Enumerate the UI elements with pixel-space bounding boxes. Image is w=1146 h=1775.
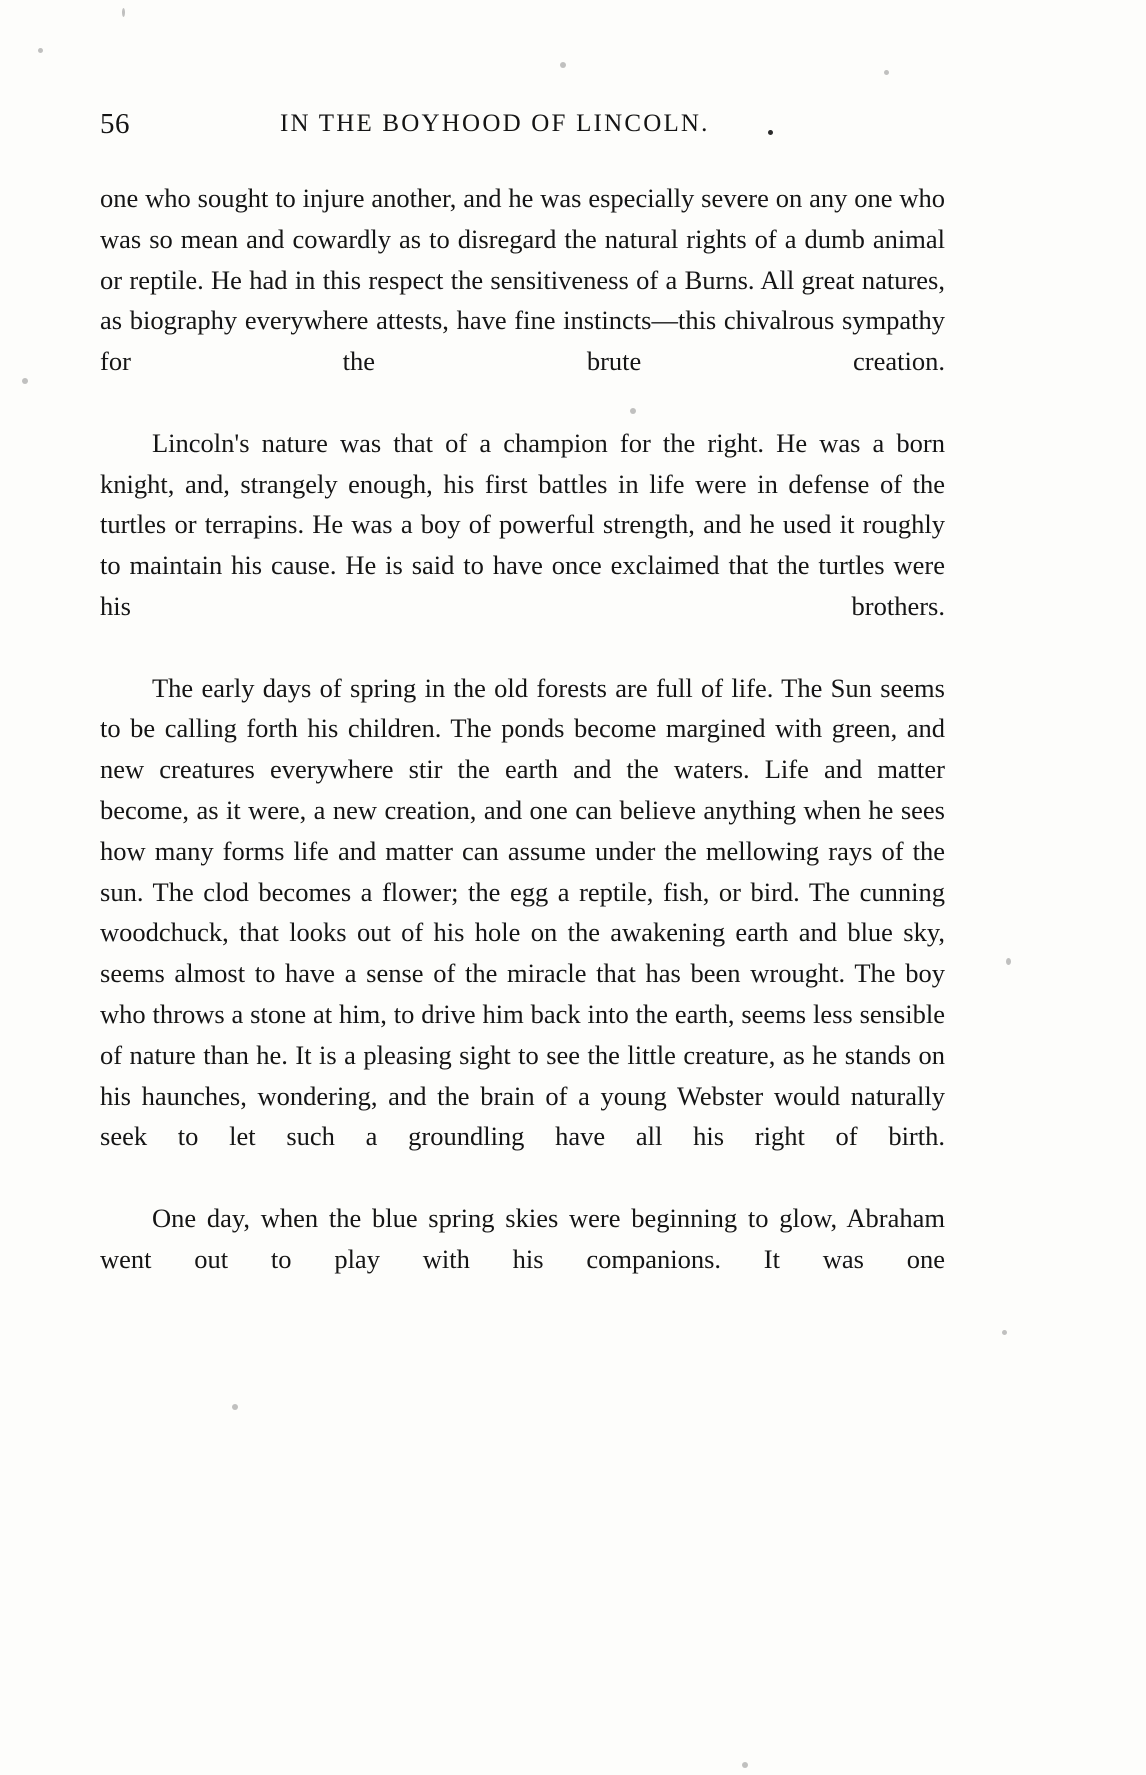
body-text: [100, 178, 945, 1320]
scan-speck: [38, 48, 43, 53]
paragraph: one who sought to injure another, and he was especially severe on any one who was so mean and cowardly as to disregard the natural rights of a dumb animal or reptile. He had in this respect the sensitiveness of a Burns. All great natures, as biography everywhere attests, have fine instincts—this chivalrous sympathy for the brute creation.: [100, 183, 945, 377]
running-head: [100, 108, 960, 148]
page-number: 56: [100, 108, 130, 140]
scan-speck: [1002, 1330, 1007, 1335]
scan-speck: [884, 70, 889, 75]
head-mark-icon: [768, 130, 773, 135]
paragraph: One day, when the blue spring skies were beginning to glow, Abraham went out to play with his companions. It was one: [100, 1202, 945, 1274]
scan-speck: [122, 8, 125, 17]
paragraph: Lincoln's nature was that of a champion for the right. He was a born knight, and, strangely enough, his first battles in life were in defense of the turtles or terrapins. He was a boy of powerful strength, and he used it roughly to maintain his cause. He is said to have once exclaimed that the turtles were his brothers.: [100, 427, 945, 621]
scan-speck: [742, 1762, 748, 1768]
scan-speck: [232, 1404, 238, 1410]
scan-speck: [560, 62, 566, 68]
scan-speck: [22, 378, 28, 384]
scan-speck: [1006, 958, 1011, 965]
page-title: IN THE BOYHOOD OF LINCOLN.: [280, 110, 710, 137]
paragraph: The early days of spring in the old forests are full of life. The Sun seems to be calling forth his children. The ponds become margined with green, and new creatures everywhere stir the earth and the waters. Life and matter become, as it were, a new creation, and one can believe anything when he sees how many forms life and matter can assume under the mellowing rays of the sun. The clod becomes a flower; the egg a reptile, fish, or bird. The cunning woodchuck, that looks out of his hole on the awakening earth and blue sky, seems almost to have a sense of the miracle that has been wrought. The boy who throws a stone at him, to drive him back into the earth, seems less sensible of nature than he. It is a pleasing sight to see the little creature, as he stands on his haunches, wondering, and the brain of a young Webster would naturally seek to let such a groundling have all his right of birth.: [100, 672, 945, 1152]
